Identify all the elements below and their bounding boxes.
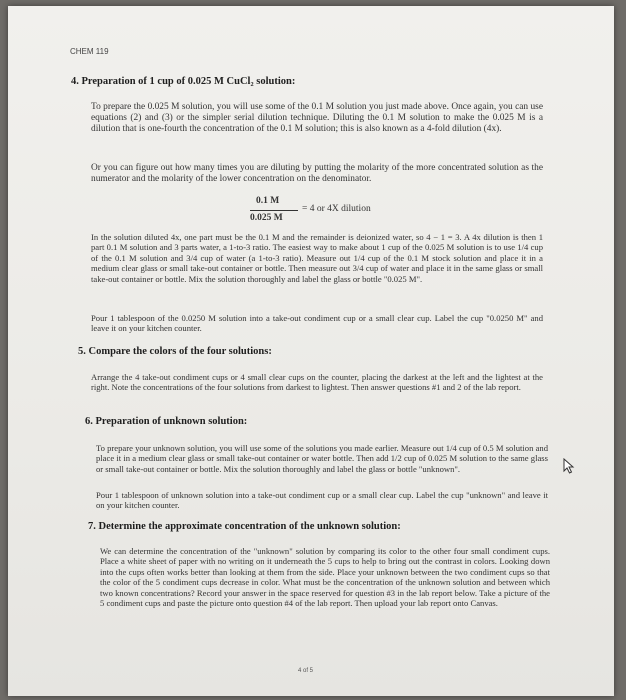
section-4-heading: 4. Preparation of 1 cup of 0.025 M CuCl₂ solution: bbox=[71, 76, 296, 87]
mouse-pointer-icon bbox=[563, 458, 575, 474]
section-7-heading: 7. Determine the approximate concentration of the unknown solution: bbox=[88, 521, 401, 532]
fraction-numerator: 0.1 M bbox=[256, 196, 280, 206]
document-page bbox=[8, 6, 614, 696]
section-5-paragraph-1: Arrange the 4 take-out condiment cups or 4 small clear cups on the counter, placing the darkest at the left and the lightest at the right. Note the concentrations of the four solutions from darkest to lightest. Then answer questions #1 and 2 of the lab report. bbox=[91, 372, 543, 393]
fraction-denominator: 0.025 M bbox=[250, 213, 283, 223]
fraction-bar bbox=[250, 210, 298, 211]
section-4-paragraph-3: In the solution diluted 4x, one part must be the 0.1 M and the remainder is deionized water, so 4 − 1 = 3. A 4x dilution is then 1 part 0.1 M solution and 3 parts water, a 1-to-3 ratio. The easiest way to make about 1 cup of the 0.025 M solution is to use 1/4 cup of the 0.1 M solution and 3/4 cup of water (a 1-to-3 ratio). Measure out 1/4 cup of the 0.1 M stock solution and place it in a medium clear glass or small take-out container or bottle. Then measure out 3/4 cup of water and place it in the same glass or small take-out container or bottle. Mix the solution thoroughly and label the glass or bottle "0.025 M". bbox=[91, 232, 543, 284]
section-4-paragraph-4: Pour 1 tablespoon of the 0.0250 M solution into a take-out condiment cup or a small clear cup. Label the cup "0.0250 M" and leave it on your kitchen counter. bbox=[91, 313, 543, 334]
course-header: CHEM 119 bbox=[70, 47, 109, 56]
section-6-paragraph-1: To prepare your unknown solution, you will use some of the solutions you made earlier. Measure out 1/4 cup of 0.5 M solution and place it in a medium clear glass or small take-out container or water bottle. Then add 1/2 cup of 0.025 M solution to the same glass or small take-out container or bottle. Mix the solution thoroughly and label the glass or bottle "unknown". bbox=[96, 443, 548, 474]
section-6-paragraph-2: Pour 1 tablespoon of unknown solution into a take-out condiment cup or a small clear cup. Label the cup "unknown" and leave it on your kitchen counter. bbox=[96, 490, 548, 511]
page-number: 4 of 5 bbox=[298, 668, 314, 674]
section-4-paragraph-2: Or you can figure out how many times you are diluting by putting the molarity of the more concentrated solution as the numerator and the molarity of the lower concentration on the denominator. bbox=[91, 163, 543, 185]
section-6-heading: 6. Preparation of unknown solution: bbox=[85, 416, 248, 427]
section-7-paragraph-1: We can determine the concentration of the "unknown" solution by comparing its color to the other four small condiment cups. Place a white sheet of paper with no writing on it underneath the 5 cups to help to bring out the contrast in colors. Looking down into the cups often works better than looking at them from the side. Place your unknown between the two condiment cups so that the color of the 5 condiment cups decrease in color. What must be the concentration of the unknown solution and between which two known concentrations? Record your answer in the space reserved for question #3 in the lab report below. Take a picture of the 5 condiment cups and paste the picture onto question #4 of the lab report. Then upload your lab report onto Canvas. bbox=[100, 546, 550, 609]
section-5-heading: 5. Compare the colors of the four solutions: bbox=[78, 346, 272, 357]
section-4-paragraph-1: To prepare the 0.025 M solution, you will use some of the 0.1 M solution you just made above. Once again, you can use equations (2) and (3) or the simpler serial dilution technique. Diluting the 0.1 M solution to make the 0.025 M is a dilution that is one-fourth the concentration of the 0.1 M solution; this is also known as a 4-fold dilution (4x). bbox=[91, 102, 543, 135]
fraction-result: = 4 or 4X dilution bbox=[302, 204, 371, 214]
